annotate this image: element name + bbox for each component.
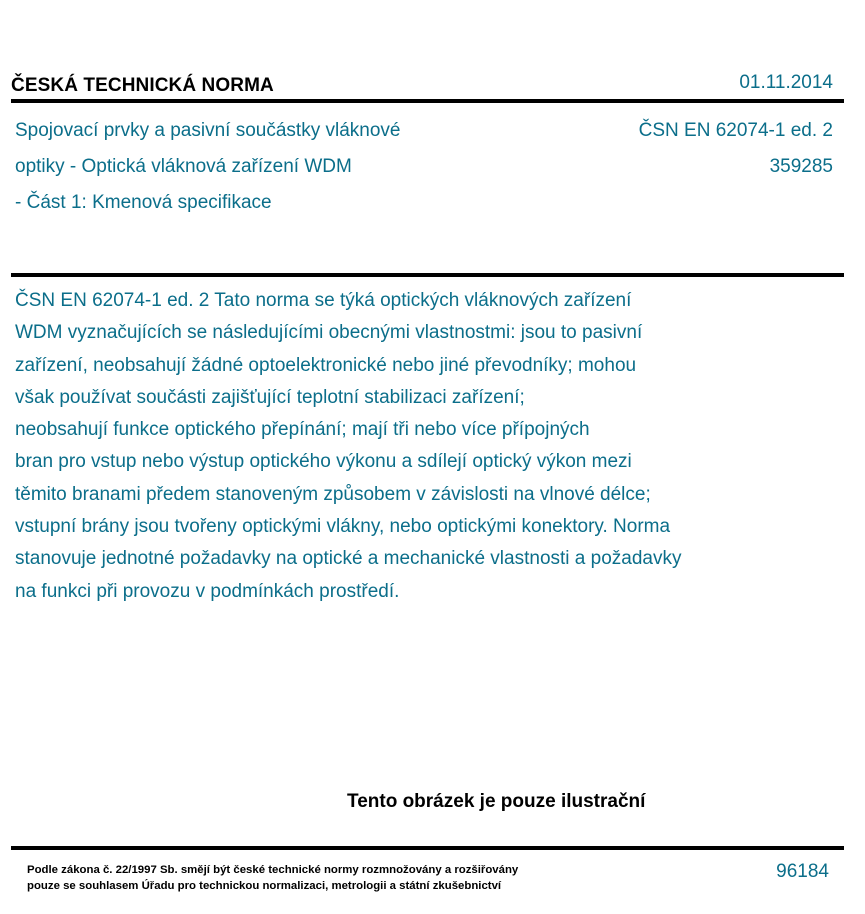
description-line: WDM vyznačujících se následujícími obecnými vlastnostmi: jsou to pasivní bbox=[15, 322, 643, 344]
legal-notice bbox=[27, 862, 587, 894]
document-number: 96184 bbox=[776, 861, 829, 882]
section-divider bbox=[11, 273, 844, 277]
legal-notice-line: pouze se souhlasem Úřadu pro technickou normalizaci, metrologii a státní zkušebnictví bbox=[27, 880, 502, 892]
document-header-title: ČESKÁ TECHNICKÁ NORMA bbox=[11, 75, 274, 96]
standard-description bbox=[15, 285, 815, 608]
standard-title-line: Spojovací prvky a pasivní součástky vláknové bbox=[15, 120, 401, 141]
standard-title-line: - Část 1: Kmenová specifikace bbox=[15, 192, 272, 213]
legal-notice-line: Podle zákona č. 22/1997 Sb. smějí být české technické normy rozmnožovány a rozšiřovány bbox=[27, 864, 519, 876]
header-divider bbox=[11, 99, 844, 103]
standard-designation: ČSN EN 62074-1 ed. 2 bbox=[638, 120, 833, 141]
standard-title-line: optiky - Optická vláknová zařízení WDM bbox=[15, 156, 352, 177]
publication-date: 01.11.2014 bbox=[739, 72, 833, 93]
description-line: těmito branami předem stanoveným způsobem v závislosti na vlnové délce; bbox=[15, 483, 651, 505]
description-line: zařízení, neobsahují žádné optoelektronické nebo jiné převodníky; mohou bbox=[15, 354, 637, 376]
description-line: bran pro vstup nebo výstup optického výkonu a sdílejí optický výkon mezi bbox=[15, 451, 632, 473]
description-line: neobsahují funkce optického přepínání; mají tři nebo více přípojných bbox=[15, 419, 590, 441]
description-line: ČSN EN 62074-1 ed. 2 Tato norma se týká optických vláknových zařízení bbox=[15, 290, 632, 311]
description-line: však používat součásti zajišťující teplotní stabilizaci zařízení; bbox=[15, 386, 525, 408]
footer-divider bbox=[11, 846, 844, 850]
description-line: vstupní brány jsou tvořeny optickými vlákny, nebo optickými konektory. Norma bbox=[15, 516, 671, 538]
class-number: 359285 bbox=[769, 156, 833, 177]
illustration-note: Tento obrázek je pouze ilustrační bbox=[347, 791, 646, 812]
standard-title bbox=[15, 113, 495, 221]
description-line: stanovuje jednotné požadavky na optické a mechanické vlastnosti a požadavky bbox=[15, 548, 682, 570]
standard-identifiers bbox=[639, 113, 833, 185]
description-line: na funkci při provozu v podmínkách prostředí. bbox=[15, 580, 400, 602]
